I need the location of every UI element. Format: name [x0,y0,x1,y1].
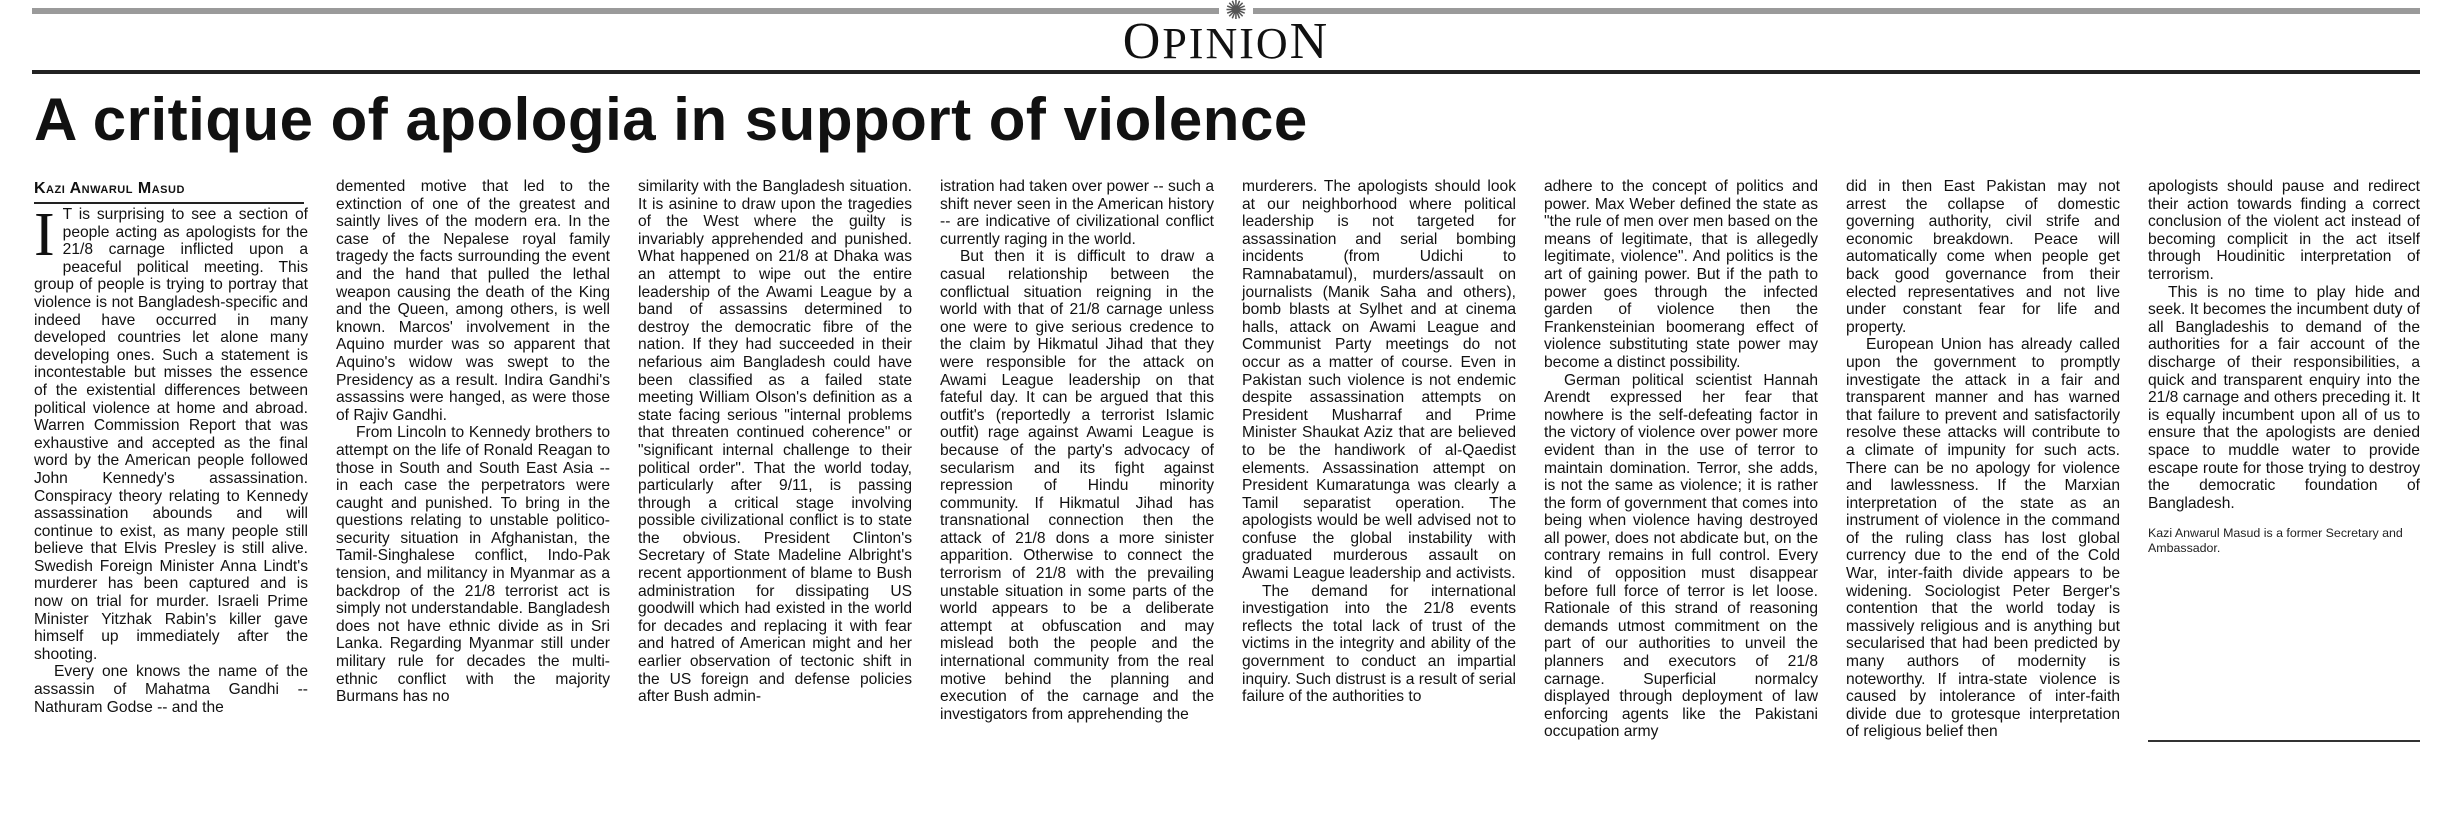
paragraph: But then it is difficult to draw a casual relationship between the conflictual situation reigning in the world with that of 21/8 carnage unless one were to give serious credence to the claim by Hikmatul Jihad that they were responsible for the attack on Awami League leadership on that fateful day. It can be argued that this outfit's (reportedly a terrorist Islamic outfit) rage against Awami League is because of the party's advocacy of secularism and its fight against repression of Hindu minority community. If Hikmatul Jihad has transnational connection then the attack of 21/8 dons a more sinister apparition. Otherwise to connect the terrorism of 21/8 with the prevailing unstable situation in some parts of the world appears to be a deliberate attempt at obfuscation and may mislead both the people and the international community from the real motive behind the planning and execution of the carnage and the investigators from apprehending the [940,248,1214,723]
paragraph: European Union has already called upon the government to promptly investigate the attack in a fair and transparent manner and has warned that failure to prevent and satisfactorily resolve these attacks will contribute to a climate of impunity for such acts. There can be no apology for violence and lawlessness. If the Marxian interpretation of the state as an instrument of violence in the command of the ruling class has lost global currency due to the end of the Cold War, inter-faith divide appears to be widening. Sociologist Peter Berger's contention that the world today is massively religious and is anything but secularised that had been predicted by many authors of modernity is noteworthy. If intra-state violence is caused by intolerance of inter-faith divide due to grotesque interpretation of religious belief then [1846,336,2120,741]
drop-cap: I [34,201,55,269]
article-column-4 [940,178,1214,723]
author-bio: Kazi Anwarul Masud is a former Secretary and Ambassador. [2148,526,2403,556]
headline: A critique of apologia in support of violence [34,86,1308,153]
paragraph: T is surprising to see a section of people acting as apologists for the 21/8 carnage inflicted upon a peaceful political meeting. This group of people is trying to portray that violence is not Bangladesh-specific and indeed have occurred in many developed countries let alone many developing ones. Such a statement is incontestable but misses the essence of the existential differences between political violence at home and abroad. Warren Commission Report that was exhaustive and accepted as the final word by the American people followed John Kennedy's assassination. Conspiracy theory relating to Kennedy assassination abounds and will continue to exist, as many people still believe that Elvis Presley is still alive. Swedish Foreign Minister Anna Lindt's murderer has been captured and is now on trial for murder. Israeli Prime Minister Yitzhak Rabin's killer gave himself up immediately after the shooting. [34,206,308,663]
paragraph: From Lincoln to Kennedy brothers to attempt on the life of Ronald Reagan to those in South and South East Asia -- in each case the perpetrators were caught and punished. To bring in the questions relating to unstable politico-security situation in Afghanistan, the Tamil-Singhalese conflict, Indo-Pak tension, and militancy in Myanmar as a backdrop of the 21/8 terrorist act is simply not understandable. Bangladesh does not have ethnic divide as in Sri Lanka. Regarding Myanmar still under military rule for decades the multi-ethnic conflict with the majority Burmans has no [336,424,610,706]
paragraph: This is no time to play hide and seek. It becomes the incumbent duty of all Bangladeshis to demand of the authorities for a fair account of the discharge of their responsibilities, a quick and transparent enquiry into the 21/8 carnage and others preceding it. It is equally incumbent upon all of us to ensure that the apologists are denied space to muddle water to provide escape route for those trying to destroy the democratic foundation of Bangladesh. [2148,283,2420,512]
article-column-2 [336,178,610,706]
paragraph: demented motive that led to the extinction of one of the greatest and saintly lives of the modern era. In the case of the Nepalese royal family tragedy the facts surrounding the event and the hand that pulled the lethal weapon causing the death of the King and the Queen, among others, is well known. Marcos' involvement in the Aquino murder was so apparent that Aquino's widow was swept to the Presidency as a result. Indira Gandhi's assassins were hanged, as were those of Rajiv Gandhi. [336,178,610,424]
paragraph: istration had taken over power -- such a shift never seen in the American history -- are indicative of civilizational conflict currently raging in the world. [940,178,1214,248]
starburst-icon: ✺ [1219,0,1253,24]
end-rule [2148,740,2420,742]
section-title: OPINION [1122,13,1330,70]
section-divider [32,70,2420,74]
article-column-1 [34,201,308,716]
paragraph: adhere to the concept of politics and power. Max Weber defined the state as "the rule of men over men based on the means of legitimate, that is allegedly legitimate, violence". And politics is the art of gaining power. But if the path to power goes through the infected garden of violence then the Frankensteinian boomerang effect of violence substituting state power may become a distinct possibility. [1544,178,1818,371]
byline: Kazi Anwarul Masud [34,179,304,204]
paragraph: German political scientist Hannah Arendt expressed her fear that nowhere is the self-defeating factor in the victory of violence over power more evident than in the use of terror to maintain domination. Terror, she adds, is not the same as violence; it is rather the form of government that comes into being when violence having destroyed all power, does not abdicate but, on the contrary remains in full control. Every kind of opposition must disappear before full force of terror is let loose. Rationale of this strand of reasoning demands utmost commitment on the part of our authorities to unveil the planners and executors of 21/8 carnage. Superficial normalcy displayed through deployment of law enforcing agents like the Pakistani occupation army [1544,371,1818,741]
article-column-5 [1242,178,1516,706]
article-column-3 [638,178,912,706]
paragraph: did in then East Pakistan may not arrest the collapse of domestic governing authority, civil strife and economic breakdown. Peace will automatically come when people get back good governance from their elected representatives and not live under constant fear for life and property. [1846,178,2120,336]
paragraph: murderers. The apologists should look at our neighborhood where political leadership is not targeted for assassination and serial bombing incidents (from Udichi to Ramnabatamul), murders/assault on journalists (Manik Saha and others), bomb blasts at Sylhet and at cinema halls, attack on Awami League and Communist Party meetings do not occur as a matter of course. Even in Pakistan such violence is not endemic despite assassination attempts on President Musharraf and Prime Minister Shaukat Aziz that are believed to be the handiwork of al-Qaedist elements. Assassination attempt on President Kumaratunga was clearly a Tamil separatist operation. The apologists would be well advised not to confuse the global instability with graduated murderous assault on Awami League leadership and activists. [1242,178,1516,583]
paragraph: similarity with the Bangladesh situation. It is asinine to draw upon the tragedies of the West where the guilty is invariably apprehended and punished. What happened on 21/8 at Dhaka was an attempt to wipe out the entire leadership of the Awami League by a band of assassins determined to destroy the democratic fibre of the nation. If they had succeeded in their nefarious aim Bangladesh could have been classified as a failed state meeting William Olson's definition as a state facing serious "internal problems that threaten continued coherence" or "significant internal challenge to their political order". That the world today, particularly after 9/11, is passing through a critical stage involving possible civilizational conflict is to state the obvious. President Clinton's Secretary of State Madeline Albright's recent apportionment of blame to Bush administration for dissipating US goodwill which had existed in the world for decades and replacing it with fear and hatred of American might and her earlier observation of tectonic shift in the US foreign and defense policies after Bush admin- [638,178,912,706]
article-column-7 [1846,178,2120,741]
paragraph: Every one knows the name of the assassin of Mahatma Gandhi -- Nathuram Godse -- and the [34,663,308,716]
paragraph: The demand for international investigation into the 21/8 events reflects the total lack of trust of the victims in the integrity and ability of the government to conduct an impartial inquiry. Such distrust is a result of serial failure of the authorities to [1242,582,1516,706]
article-column-8 [2148,178,2420,556]
paragraph: apologists should pause and redirect their action towards finding a correct conclusion of the violent act instead of becoming complicit in the act itself through Houdinitic interpretation of terrorism. [2148,178,2420,283]
article-column-6 [1544,178,1818,741]
